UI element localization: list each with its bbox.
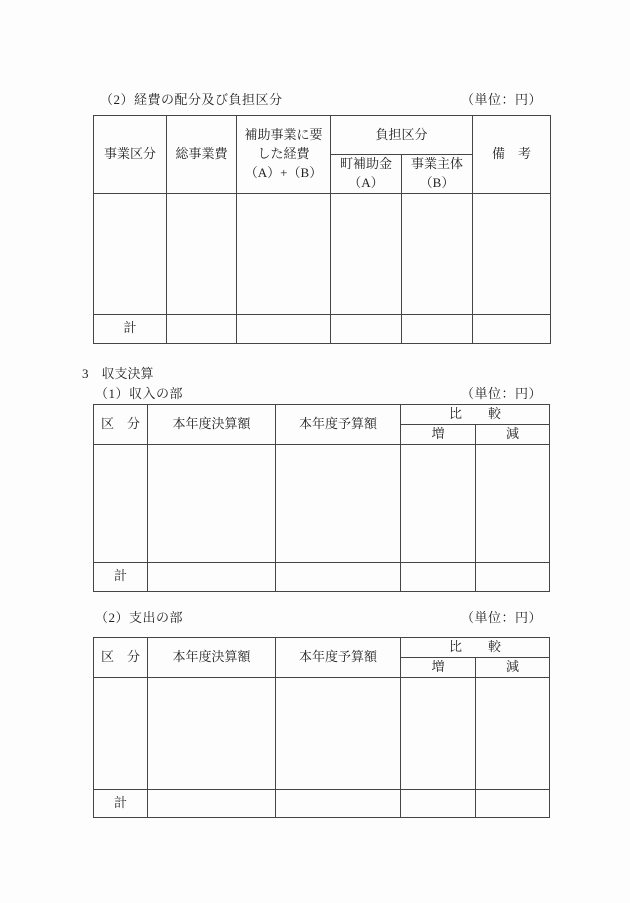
- empty-cell: [401, 562, 476, 591]
- total-row: [94, 314, 551, 343]
- header-cell-settlement-amount: 本年度決算額: [148, 405, 276, 445]
- empty-cell: [331, 193, 402, 314]
- empty-cell: [94, 193, 167, 314]
- settlement-section-heading: [82, 366, 154, 382]
- expenditure-title: （2）支出の部: [95, 610, 184, 625]
- header-cell-project-entity: [402, 155, 473, 194]
- empty-cell: [167, 193, 237, 314]
- project-entity-line2: （B）: [419, 174, 455, 190]
- header-cell-category: 区 分: [94, 405, 148, 445]
- section-title: 収支決算: [101, 366, 154, 381]
- header-cell-budget-amount: 本年度予算額: [276, 405, 401, 445]
- empty-cell: [473, 193, 551, 314]
- project-entity-line1: 事業主体: [411, 156, 464, 171]
- empty-cell: [237, 193, 331, 314]
- header-cell-increase: 増: [401, 657, 476, 677]
- table-row: [94, 677, 550, 789]
- empty-cell: [94, 677, 148, 789]
- total-label-cell: 計: [94, 789, 148, 817]
- empty-cell: [148, 789, 276, 817]
- empty-cell: [476, 677, 550, 789]
- total-row: [94, 562, 550, 591]
- empty-cell: [401, 789, 476, 817]
- empty-cell: [331, 314, 402, 343]
- income-unit-label: （単位：円）: [460, 386, 542, 401]
- header-cell-total-project-cost: 総事業費: [167, 116, 237, 194]
- header-cell-business-category: 事業区分: [94, 116, 167, 194]
- expenditure-table: [93, 637, 550, 818]
- header-cell-decrease: 減: [476, 424, 550, 444]
- empty-cell: [276, 562, 401, 591]
- header-cell-decrease: 減: [476, 657, 550, 677]
- header-cell-increase: 増: [401, 424, 476, 444]
- header-cell-remarks: 備 考: [473, 116, 551, 194]
- subsidized-cost-line2: した経費: [257, 145, 310, 161]
- header-cell-burden-category: 負担区分: [331, 116, 473, 155]
- expense-allocation-unit-label: （単位：円）: [460, 92, 542, 107]
- header-cell-town-subsidy: [331, 155, 402, 194]
- header-cell-settlement-amount: 本年度決算額: [148, 638, 276, 678]
- empty-cell: [148, 562, 276, 591]
- table-row: [94, 444, 550, 562]
- total-label-cell: 計: [94, 562, 148, 591]
- empty-cell: [401, 677, 476, 789]
- total-label-cell: 計: [94, 314, 167, 343]
- income-table: [93, 404, 550, 592]
- income-caption: [93, 386, 542, 402]
- town-subsidy-line1: 町補助金: [339, 156, 392, 171]
- total-row: [94, 789, 550, 817]
- empty-cell: [476, 444, 550, 562]
- empty-cell: [276, 444, 401, 562]
- empty-cell: [167, 314, 237, 343]
- empty-cell: [148, 444, 276, 562]
- empty-cell: [401, 444, 476, 562]
- expense-allocation-caption: [93, 92, 542, 108]
- table-row: [94, 193, 551, 314]
- expense-allocation-title: （2）経費の配分及び負担区分: [100, 92, 283, 107]
- header-cell-comparison: 比 較: [401, 638, 550, 658]
- header-cell-comparison: 比 較: [401, 405, 550, 425]
- subsidized-cost-line3: （A）+（B）: [244, 164, 323, 180]
- header-cell-category: 区 分: [94, 638, 148, 678]
- town-subsidy-line2: （A）: [348, 174, 384, 190]
- empty-cell: [94, 444, 148, 562]
- empty-cell: [276, 677, 401, 789]
- income-title: （1）収入の部: [95, 386, 184, 401]
- empty-cell: [276, 789, 401, 817]
- empty-cell: [148, 677, 276, 789]
- empty-cell: [476, 789, 550, 817]
- empty-cell: [402, 193, 473, 314]
- expense-allocation-table: [93, 115, 551, 344]
- expenditure-caption: [93, 610, 542, 626]
- empty-cell: [402, 314, 473, 343]
- empty-cell: [476, 562, 550, 591]
- header-cell-subsidized-cost: [237, 116, 331, 194]
- empty-cell: [237, 314, 331, 343]
- header-cell-budget-amount: 本年度予算額: [276, 638, 401, 678]
- subsidized-cost-line1: 補助事業に要: [244, 127, 323, 143]
- empty-cell: [473, 314, 551, 343]
- expenditure-unit-label: （単位：円）: [460, 610, 542, 625]
- section-number: 3: [82, 366, 89, 381]
